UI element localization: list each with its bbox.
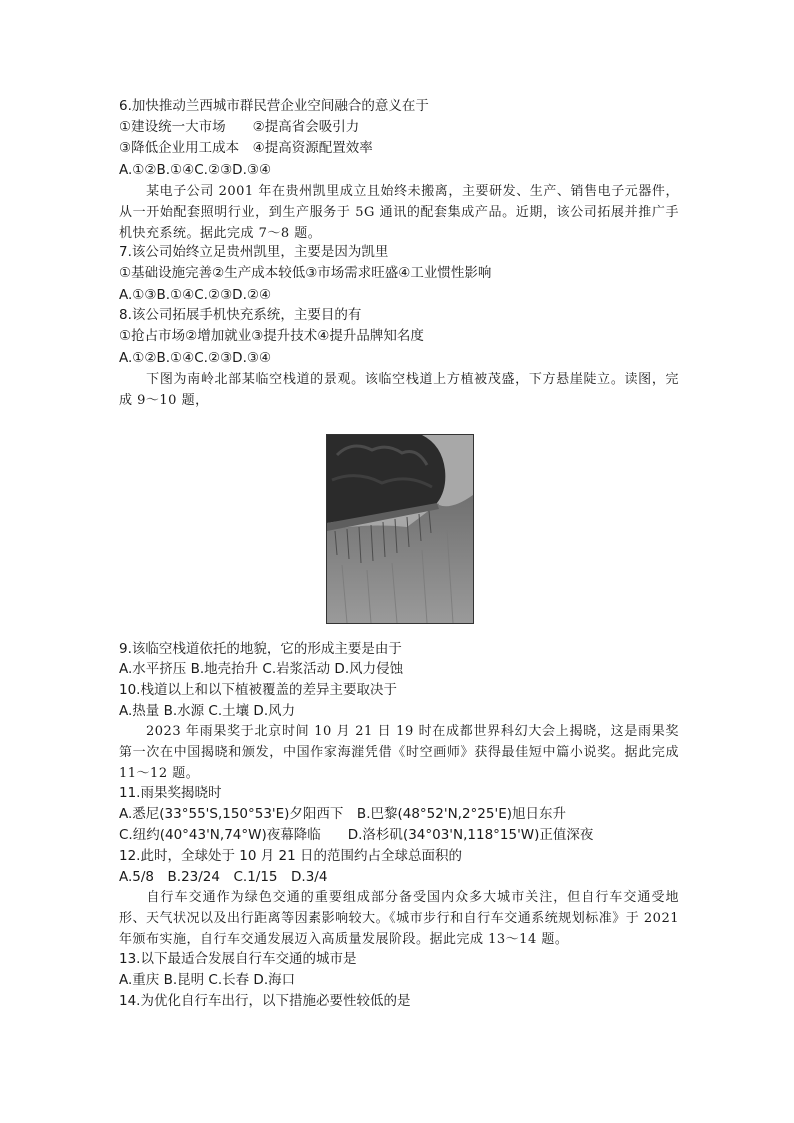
cliff-walkway-photo <box>326 434 474 624</box>
passage-11-12 <box>119 721 679 784</box>
q11-options-line1: A.悉尼(33°55'S,150°53'E)夕阳西下 B.巴黎(48°52'N,2°25'E)旭日东升 <box>119 806 566 822</box>
q9-stem: 9.该临空栈道依托的地貌，它的形成主要是由于 <box>119 641 402 657</box>
passage-7-8-text: 某电子公司 2001 年在贵州凯里成立且始终未搬离，主要研发、生产、销售电子元器件，从一开始配套照明行业，到生产服务于 5G 通讯的配套集成产品。近期，该公司拓展并推广手机快充系统。据此完成 7～8 题。 <box>119 184 679 241</box>
q13-stem: 13.以下最适合发展自行车交通的城市是 <box>119 951 357 967</box>
passage-9-10-text: 下图为南岭北部某临空栈道的景观。该临空栈道上方植被茂盛，下方悬崖陡立。读图，完成 9～10 题， <box>119 372 679 408</box>
q10-choices: A.热量 B.水源 C.土壤 D.风力 <box>119 703 296 719</box>
q6-stem: 6.加快推动兰西城市群民营企业空间融合的意义在于 <box>119 98 429 114</box>
q7-choices: A.①③B.①④C.②③D.②④ <box>119 287 272 303</box>
q13-choices: A.重庆 B.昆明 C.长春 D.海口 <box>119 972 296 988</box>
q8-options: ①抢占市场②增加就业③提升技术④提升品牌知名度 <box>119 328 424 344</box>
cliff-walkway-photo-drawing <box>327 435 473 623</box>
q6-options-line2: ③降低企业用工成本 ④提高资源配置效率 <box>119 140 373 156</box>
passage-9-10 <box>119 369 679 411</box>
q14-stem: 14.为优化自行车出行，以下措施必要性较低的是 <box>119 993 411 1009</box>
q7-stem: 7.该公司始终立足贵州凯里，主要是因为凯里 <box>119 244 389 260</box>
q11-options-line2: C.纽约(40°43'N,74°W)夜幕降临 D.洛杉矶(34°03'N,118°15'W)正值深夜 <box>119 827 594 843</box>
q8-choices: A.①②B.①④C.②③D.③④ <box>119 350 272 366</box>
q12-choices: A.5/8 B.23/24 C.1/15 D.3/4 <box>119 869 328 885</box>
passage-13-14-text: 自行车交通作为绿色交通的重要组成部分备受国内众多大城市关注，但自行车交通受地形、天气状况以及出行距离等因素影响较大。《城市步行和自行车交通系统规划标准》于 2021 年颁布实施，自行车交通发展迈入高质量发展阶段。据此完成 13～14 题。 <box>119 890 679 947</box>
q9-choices: A.水平挤压 B.地壳抬升 C.岩浆活动 D.风力侵蚀 <box>119 661 404 677</box>
passage-7-8 <box>119 181 679 244</box>
q12-stem: 12.此时，全球处于 10 月 21 日的范围约占全球总面积的 <box>119 848 462 864</box>
q7-options: ①基础设施完善②生产成本较低③市场需求旺盛④工业惯性影响 <box>119 265 492 281</box>
q10-stem: 10.栈道以上和以下植被覆盖的差异主要取决于 <box>119 682 397 698</box>
q6-choices: A.①②B.①④C.②③D.③④ <box>119 162 272 178</box>
q6-options-line1: ①建设统一大市场 ②提高省会吸引力 <box>119 119 360 135</box>
q11-stem: 11.雨果奖揭晓时 <box>119 785 222 801</box>
passage-13-14 <box>119 887 679 950</box>
q8-stem: 8.该公司拓展手机快充系统，主要目的有 <box>119 307 362 323</box>
passage-11-12-text: 2023 年雨果奖于北京时间 10 月 21 日 19 时在成都世界科幻大会上揭晓，这是雨果奖第一次在中国揭晓和颁发，中国作家海漄凭借《时空画师》获得最佳短中篇小说奖。据此完成 11～12 题。 <box>119 724 679 781</box>
